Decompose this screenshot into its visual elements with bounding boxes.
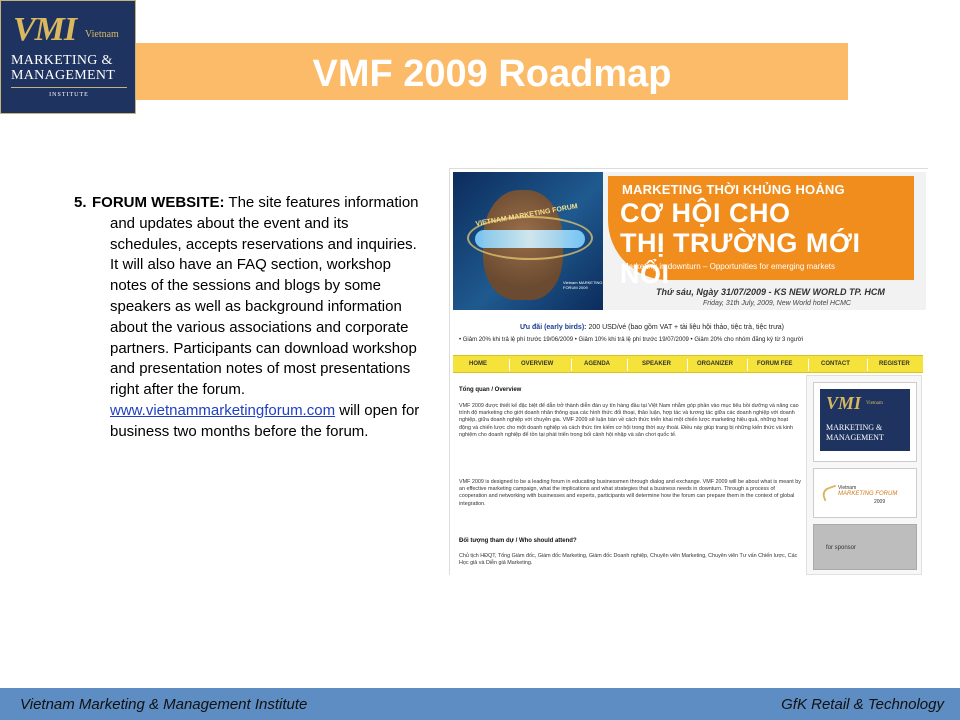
website-banner bbox=[453, 172, 926, 310]
website-sidebar bbox=[806, 375, 922, 575]
forum-website-link[interactable]: www.vietnammarketingforum.com bbox=[110, 401, 336, 419]
headline-subtitle: Marketing in downturn – Opportunities for emerging markets bbox=[622, 262, 835, 271]
logo-divider bbox=[11, 87, 127, 88]
sidebar-forum-logo-box[interactable] bbox=[813, 468, 917, 518]
nav-organizer[interactable]: ORGANIZER bbox=[697, 361, 733, 367]
nav-separator bbox=[687, 359, 688, 371]
nav-separator bbox=[627, 359, 628, 371]
forum-swoosh-icon bbox=[820, 485, 839, 502]
nav-separator bbox=[808, 359, 809, 371]
event-date-en: Friday, 31th July, 2009, New World hotel HCMC bbox=[703, 300, 851, 307]
nav-separator bbox=[867, 359, 868, 371]
footer-left-text: Vietnam Marketing & Management Institute bbox=[20, 696, 308, 713]
sidebar-forum-name: MARKETING FORUM bbox=[838, 491, 898, 497]
logo-institute: INSTITUTE bbox=[49, 92, 89, 98]
sidebar-forum-top: Vietnam bbox=[838, 485, 857, 491]
nav-register[interactable]: REGISTER bbox=[879, 361, 910, 367]
forum-mini-logo: Vietnam MARKETING FORUM 2009 bbox=[563, 280, 603, 290]
promo-line-1 bbox=[520, 324, 784, 331]
footer-right-text: GfK Retail & Technology bbox=[781, 696, 944, 713]
sponsor-slot[interactable] bbox=[813, 524, 917, 570]
hero-image bbox=[453, 172, 603, 310]
website-nav bbox=[453, 355, 923, 373]
event-date-vn: Thứ sáu, Ngày 31/07/2009 - KS NEW WORLD TP. HCM bbox=[656, 287, 885, 297]
overview-heading: Tổng quan / Overview bbox=[459, 387, 522, 393]
institute-logo bbox=[0, 0, 136, 114]
description-after-link: will open for business two months before the forum. bbox=[110, 401, 420, 440]
hero-ring-label: VIETNAM MARKETING FORUM bbox=[475, 203, 579, 228]
sponsor-label: for sponsor bbox=[826, 545, 857, 551]
nav-home[interactable]: HOME bbox=[469, 361, 487, 367]
website-content bbox=[453, 375, 803, 575]
title-bar bbox=[136, 43, 848, 100]
nav-forum-fee[interactable]: FORUM FEE bbox=[757, 361, 793, 367]
logo-line-1: MARKETING & bbox=[11, 53, 113, 68]
forum-website-description bbox=[74, 193, 424, 443]
promo-line-2: • Giảm 20% khi trả lệ phí trước 19/06/2009 • Giảm 10% khi trả lệ phí trước 19/07/2009 • Giảm 20% cho nhóm đăng ký từ 3 người bbox=[459, 337, 804, 343]
nav-overview[interactable]: OVERVIEW bbox=[521, 361, 554, 367]
sidebar-vmi-logo-box[interactable] bbox=[813, 382, 917, 462]
promo-text: 200 USD/vé (bao gồm VAT + tài liệu hội thảo, tiệc trà, tiệc trưa) bbox=[588, 324, 784, 331]
sidebar-logo-line-1: MARKETING & bbox=[826, 423, 883, 432]
headline-panel bbox=[608, 176, 914, 289]
sidebar-logo-vietnam: Vietnam bbox=[866, 401, 883, 406]
item-heading: FORUM WEBSITE: bbox=[92, 194, 225, 211]
logo-vietnam: Vietnam bbox=[85, 29, 119, 40]
footer-bar bbox=[0, 688, 960, 720]
nav-separator bbox=[747, 359, 748, 371]
headline-line-2: THỊ TRƯỜNG MỚI NỔI bbox=[620, 228, 861, 289]
early-bird-promo bbox=[453, 324, 926, 354]
overview-text-en: VMF 2009 is designed to be a leading forum in educating businessmen through dialog and exchange. VMF 2009 will be about what is meant by an effective marketing campaign, what the implications and what strategies that a business needs in downturn. Through a process of cooperation and networking with businesses and experts, participants will determine how the forum can prepare them in the context of global integration. bbox=[459, 479, 801, 507]
sidebar-forum-year: 2009 bbox=[874, 499, 886, 505]
nav-speaker[interactable]: SPEAKER bbox=[642, 361, 672, 367]
website-screenshot bbox=[449, 168, 928, 575]
headline-line-1: CƠ HỘI CHO bbox=[620, 198, 791, 228]
sidebar-logo-mark: VMI bbox=[826, 393, 862, 413]
description-text: The site features information and updates about the event and its schedules, accepts reservations and inquiries. It will also have an FAQ section, workshop notes of the sessions and blogs by some speakers as well as background information about the various associations and corporate partners. Participants can download workshop and presentation notes of most presentations right after the forum. bbox=[110, 194, 419, 399]
promo-label: Ưu đãi (early birds): bbox=[520, 324, 587, 331]
description-paragraph bbox=[74, 193, 424, 443]
slide-title: VMF 2009 Roadmap bbox=[312, 53, 672, 95]
who-should-attend-heading: Đối tượng tham dự / Who should attend? bbox=[459, 538, 577, 544]
nav-separator bbox=[509, 359, 510, 371]
logo-line-2: MANAGEMENT bbox=[11, 68, 116, 83]
item-number: 5. bbox=[74, 194, 87, 211]
logo-mark: VMI bbox=[13, 11, 77, 48]
sidebar-logo-line-2: MANAGEMENT bbox=[826, 433, 884, 442]
who-should-attend-text: Chủ tịch HĐQT, Tổng Giám đốc, Giám đốc Marketing, Giám đốc Doanh nghiệp, Chuyên viên Marketing, Chuyên viên Tư vấn Chiến lược, Các Học giả và Diễn giả Marketing. bbox=[459, 553, 798, 567]
nav-contact[interactable]: CONTACT bbox=[821, 361, 850, 367]
nav-agenda[interactable]: AGENDA bbox=[584, 361, 611, 367]
overview-text-vn: VMF 2009 được thiết kế đặc biệt để dẫn trở thành diễn đàn uy tín hàng đầu tại Việt Nam nhằm góp phần vào mục tiêu bồi dưỡng và nâng cao trình độ marketing cho giới doanh nhân thông qua các hình thức đối thoại, thảo luận, hợp tác và tương tác giữa các doanh nghiệp với doanh nghiệp, giữa doanh nghiệp với chuyên gia. VMF 2009 sẽ luận bàn về cách thức triển khai một chiến lược marketing hiệu quả, những hoạt động và chiến lược cho một doanh nghiệp và cách thức tìm kiếm cơ hội trong thời suy thoái. Điều này giúp trang bị những kiến thức và kinh nghiệm cho doanh nghiệp để tồn tại phát triển trong bối cảnh hội nhập và sân chơi quốc tế. bbox=[459, 403, 799, 438]
sidebar-vmi-logo bbox=[820, 389, 910, 451]
headline-kicker: MARKETING THỜI KHỦNG HOẢNG bbox=[622, 182, 845, 197]
nav-separator bbox=[571, 359, 572, 371]
